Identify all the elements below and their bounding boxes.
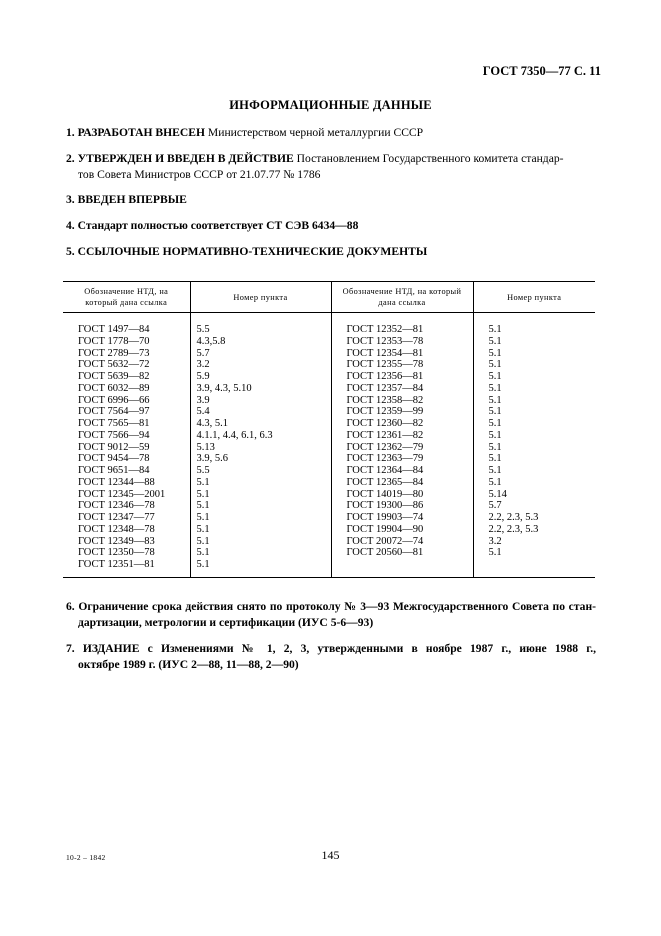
right-clauses-cell bbox=[473, 313, 595, 578]
clause-number: 2.2, 2.3, 5.3 bbox=[488, 512, 539, 523]
clause-number: 5.1 bbox=[196, 488, 210, 500]
section-title: ИНФОРМАЦИОННЫЕ ДАННЫЕ bbox=[229, 98, 432, 112]
header-clause-number-left: Номер пункта bbox=[190, 282, 331, 313]
ntd-designation: ГОСТ 5639—82 bbox=[78, 371, 150, 382]
clause-number: 5.5 bbox=[196, 465, 210, 476]
ntd-designation: ГОСТ 12356—81 bbox=[346, 371, 424, 382]
ntd-designation: ГОСТ 12364—84 bbox=[346, 465, 424, 476]
clause-number: 5.1 bbox=[488, 418, 502, 429]
ntd-designation: ГОСТ 12357—84 bbox=[346, 382, 424, 394]
clause-number: 5.13 bbox=[196, 441, 215, 453]
ntd-designation: ГОСТ 2789—73 bbox=[78, 347, 150, 359]
ntd-designation: ГОСТ 12345—2001 bbox=[78, 488, 166, 500]
clause-number: 5.1 bbox=[488, 406, 502, 418]
ntd-designation: ГОСТ 19903—74 bbox=[346, 512, 424, 523]
item-1-heading: 1. РАЗРАБОТАН ВНЕСЕН bbox=[66, 126, 206, 139]
clause-number: 5.1 bbox=[196, 547, 210, 559]
item-6 bbox=[66, 599, 596, 631]
clause-number: 5.7 bbox=[488, 500, 502, 512]
ntd-designation: ГОСТ 12355—78 bbox=[346, 359, 424, 371]
item-7-line1: 7. ИЗДАНИЕ с Изменениями № 1, 2, 3, утвержденными в ноябре 1987 г., июне 1988 г., bbox=[66, 642, 596, 655]
ntd-designation: ГОСТ 14019—80 bbox=[346, 488, 424, 500]
clause-number: 4.1.1, 4.4, 6.1, 6.3 bbox=[196, 429, 273, 441]
clause-number: 2.2, 2.3, 5.3 bbox=[488, 523, 539, 535]
clause-number: 3.9 bbox=[196, 394, 210, 406]
clause-number: 4.3,5.8 bbox=[196, 335, 226, 347]
right-designations-cell bbox=[331, 313, 473, 578]
clause-number: 5.1 bbox=[196, 512, 210, 523]
item-6-line1: 6. Ограничение срока действия снято по протоколу № 3—93 Межгосударственного Совета по стан- bbox=[66, 600, 596, 613]
ntd-designation: ГОСТ 12362—79 bbox=[346, 441, 424, 453]
clause-number: 3.2 bbox=[488, 535, 502, 547]
header-clause-number-right: Номер пункта bbox=[473, 282, 595, 313]
ntd-designation: ГОСТ 7564—97 bbox=[78, 406, 150, 418]
header-ntd-designation-right: Обозначение НТД, на который дана ссылка bbox=[331, 282, 473, 313]
clause-number: 5.1 bbox=[488, 382, 502, 394]
ntd-designation: ГОСТ 7565—81 bbox=[78, 418, 150, 429]
clause-number: 5.1 bbox=[488, 453, 502, 465]
clause-number: 5.1 bbox=[196, 559, 210, 570]
clause-number: 5.1 bbox=[488, 347, 502, 359]
item-2-text: Постановлением Государственного комитета стандар- bbox=[293, 152, 564, 165]
reference-documents-table bbox=[63, 281, 595, 578]
clause-number: 5.1 bbox=[196, 500, 210, 512]
item-2 bbox=[66, 151, 596, 183]
clause-number: 5.1 bbox=[196, 535, 210, 547]
clause-number: 5.1 bbox=[488, 465, 502, 476]
clause-number: 5.9 bbox=[196, 371, 210, 382]
ntd-designation: ГОСТ 12346—78 bbox=[78, 500, 155, 512]
left-clauses-cell bbox=[190, 313, 331, 578]
clause-number: 5.1 bbox=[488, 429, 502, 441]
page-number: 145 bbox=[321, 848, 340, 862]
ntd-designation: ГОСТ 12359—99 bbox=[346, 406, 424, 418]
ntd-designation: ГОСТ 6996—66 bbox=[78, 394, 150, 406]
ntd-designation: ГОСТ 12344—88 bbox=[78, 476, 155, 488]
clause-number: 5.1 bbox=[196, 523, 210, 535]
ntd-designation: ГОСТ 12365—84 bbox=[346, 476, 424, 488]
ntd-designation: ГОСТ 1497—84 bbox=[78, 324, 150, 335]
clause-number: 5.1 bbox=[488, 371, 502, 382]
ntd-designation: ГОСТ 12363—79 bbox=[346, 453, 424, 465]
ntd-designation: ГОСТ 9454—78 bbox=[78, 453, 150, 465]
clause-number: 5.1 bbox=[488, 335, 502, 347]
clause-number: 5.5 bbox=[196, 324, 210, 335]
clause-number: 5.1 bbox=[488, 359, 502, 371]
clause-number: 5.14 bbox=[488, 488, 507, 500]
item-5 bbox=[66, 244, 596, 260]
clause-number: 5.1 bbox=[488, 476, 502, 488]
ntd-designation: ГОСТ 19904—90 bbox=[346, 523, 424, 535]
clause-number: 5.1 bbox=[196, 476, 210, 488]
ntd-designation: ГОСТ 12360—82 bbox=[346, 418, 424, 429]
item-1-text: Министерством черной металлургии СССР bbox=[205, 126, 424, 139]
clause-number: 3.9, 4.3, 5.10 bbox=[196, 382, 252, 394]
clause-number: 5.1 bbox=[488, 547, 502, 559]
ntd-designation: ГОСТ 5632—72 bbox=[78, 359, 150, 371]
left-designations-cell bbox=[63, 313, 190, 578]
item-7-line2: октябре 1989 г. (ИУС 2—88, 11—88, 2—90) bbox=[78, 658, 299, 671]
ntd-designation: ГОСТ 19300—86 bbox=[346, 500, 424, 512]
item-4-text: 4. Стандарт полностью соответствует СТ СЭВ 6434—88 bbox=[66, 219, 359, 232]
footer-print-code: 10-2 – 1842 bbox=[66, 853, 106, 862]
item-7 bbox=[66, 641, 596, 673]
ntd-designation: ГОСТ 7566—94 bbox=[78, 429, 150, 441]
clause-number: 3.9, 5.6 bbox=[196, 453, 228, 465]
item-6-line2: дартизации, метрологии и сертификации (ИУС 5-6—93) bbox=[78, 616, 374, 629]
clause-number: 5.1 bbox=[488, 394, 502, 406]
ntd-designation: ГОСТ 12361—82 bbox=[346, 429, 424, 441]
page-header-doc-ref: ГОСТ 7350—77 С. 11 bbox=[482, 64, 601, 78]
clause-number: 4.3, 5.1 bbox=[196, 418, 228, 429]
clause-number: 5.7 bbox=[196, 347, 210, 359]
item-5-heading: 5. ССЫЛОЧНЫЕ НОРМАТИВНО-ТЕХНИЧЕСКИЕ ДОКУМЕНТЫ bbox=[66, 245, 428, 258]
clause-number: 5.1 bbox=[488, 324, 502, 335]
ntd-designation: ГОСТ 20072—74 bbox=[346, 535, 424, 547]
ntd-designation: ГОСТ 12351—81 bbox=[78, 559, 155, 570]
ntd-designation: ГОСТ 12353—78 bbox=[346, 335, 424, 347]
item-3-heading: 3. ВВЕДЕН ВПЕРВЫЕ bbox=[66, 193, 187, 206]
ntd-designation: ГОСТ 9012—59 bbox=[78, 441, 150, 453]
ntd-designation: ГОСТ 12352—81 bbox=[346, 324, 424, 335]
item-4 bbox=[66, 218, 596, 234]
ntd-designation: ГОСТ 20560—81 bbox=[346, 547, 424, 559]
ntd-designation: ГОСТ 12347—77 bbox=[78, 512, 155, 523]
ntd-designation: ГОСТ 9651—84 bbox=[78, 465, 150, 476]
ntd-designation: ГОСТ 12358—82 bbox=[346, 394, 424, 406]
item-1 bbox=[66, 125, 596, 141]
item-2-heading: 2. УТВЕРЖДЕН И ВВЕДЕН В ДЕЙСТВИЕ bbox=[66, 152, 294, 165]
ntd-designation: ГОСТ 1778—70 bbox=[78, 335, 150, 347]
clause-number: 5.4 bbox=[196, 406, 210, 418]
header-ntd-designation-left: Обозначение НТД, на который дана ссылка bbox=[63, 282, 190, 313]
item-3 bbox=[66, 192, 596, 208]
ntd-designation: ГОСТ 12350—78 bbox=[78, 547, 155, 559]
ntd-designation: ГОСТ 12349—83 bbox=[78, 535, 155, 547]
ntd-designation: ГОСТ 12354—81 bbox=[346, 347, 424, 359]
clause-number: 5.1 bbox=[488, 441, 502, 453]
ntd-designation: ГОСТ 6032—89 bbox=[78, 382, 150, 394]
item-2-line2: тов Совета Министров СССР от 21.07.77 № 1786 bbox=[78, 168, 321, 181]
ntd-designation: ГОСТ 12348—78 bbox=[78, 523, 155, 535]
clause-number: 3.2 bbox=[196, 359, 210, 371]
table-header-row bbox=[63, 282, 595, 313]
table-body-row bbox=[63, 313, 595, 578]
